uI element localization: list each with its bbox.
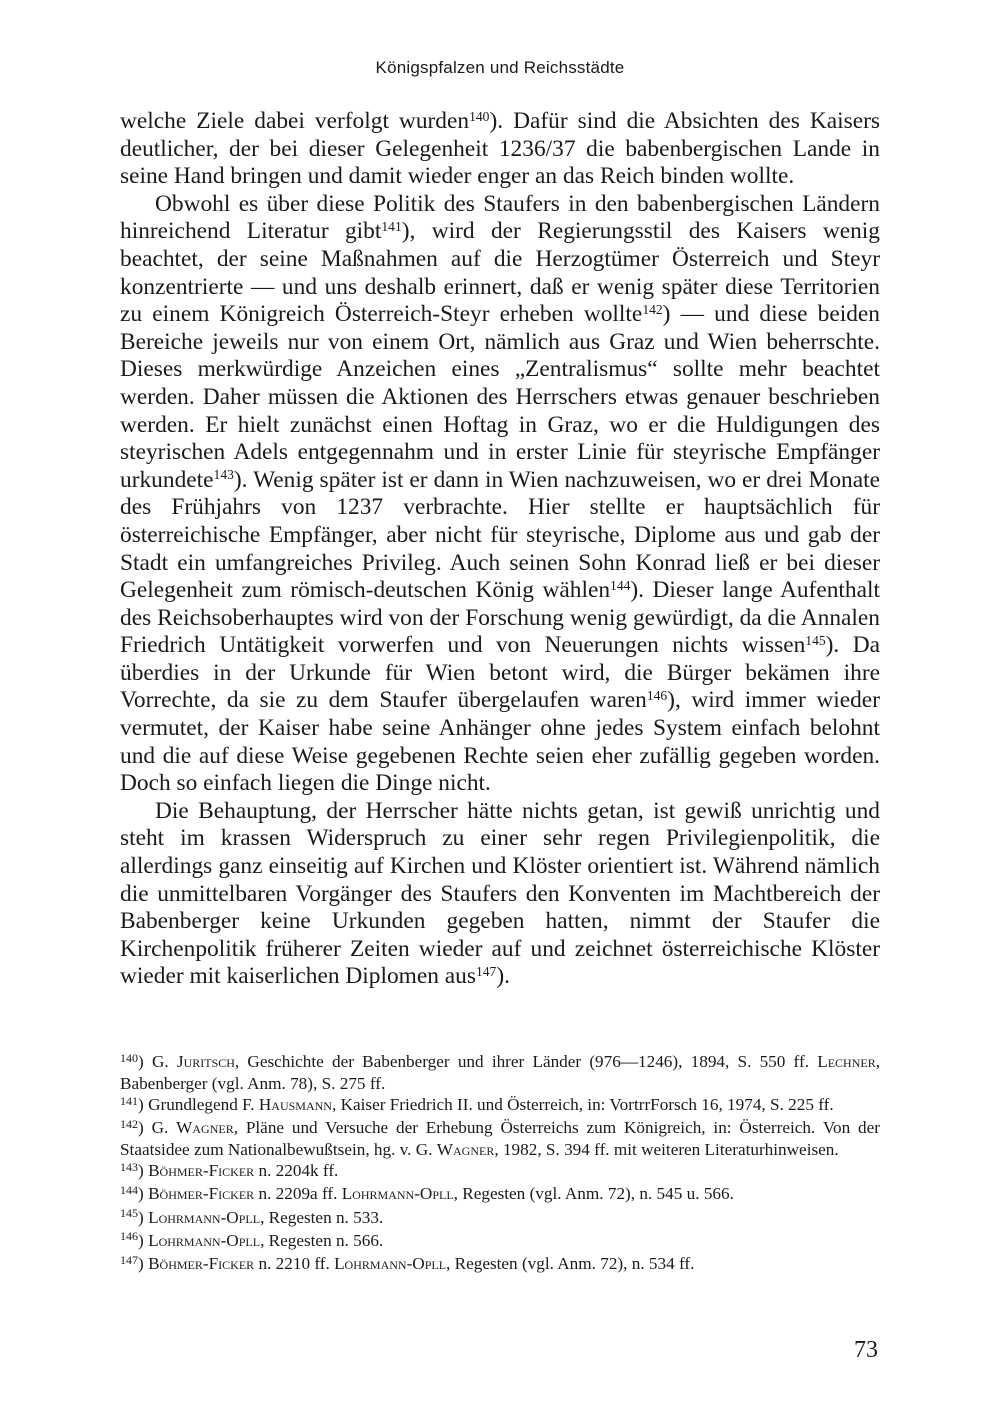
footnote-text: ) G.: [138, 1052, 177, 1071]
page-number: 73: [854, 1337, 878, 1363]
author-name: Lohrmann-Opll: [148, 1230, 261, 1250]
footnote-text: , Babenberger (vgl. Anm. 78), S. 275 ff.: [120, 1052, 880, 1093]
footnote: [120, 1161, 880, 1183]
running-head: Königspfalzen und Reichsstädte: [375, 58, 625, 77]
footnote-text: , Regesten n. 533.: [260, 1207, 384, 1227]
footnote-text: ): [138, 1184, 149, 1204]
paragraph: [120, 108, 880, 191]
footnote: [120, 1118, 880, 1160]
text-run: Die Behauptung, der Herrscher hätte nichts getan, ist gewiß unrichtig und steht im krassen Widerspruch zu einer sehr regen Privilegienpolitik, die allerdings ganz einseitig auf Kirchen und Klöster orientiert ist. Während nämlich die unmittelbaren Vorgänger des Staufers den Konventen im Machtbereich der Babenberger keine Urkunden gegeben hatten, nimmt der Staufer die Kirchenpolitik früherer Zeiten wieder auf und zeichnet österreichische Klöster wieder mit kaiserlichen Diplomen aus: [120, 797, 880, 990]
footnote-text: , Regesten (vgl. Anm. 72), n. 534 ff.: [446, 1253, 695, 1273]
text-run: ). Dieser lange Aufenthalt des Reichsoberhauptes wird von der Forschung wenig gewürdigt, da die Annalen Friedrich Untätigkeit vorwerfen und von Neuerungen nichts wissen: [120, 577, 880, 659]
footnote-text: ) G.: [138, 1118, 177, 1138]
author-name: Böhmer-Ficker: [148, 1184, 255, 1204]
footnote-text: ): [138, 1161, 149, 1181]
footnote-text: ): [138, 1207, 149, 1227]
footnote: [120, 1208, 880, 1230]
footnote-reference: 147: [475, 963, 497, 979]
footnote-reference: 144: [610, 577, 631, 593]
footnote-number: 142: [120, 1116, 139, 1131]
footnote-text: n. 2210 ff.: [254, 1253, 335, 1273]
footnote: [120, 1095, 880, 1117]
footnote: [120, 1052, 880, 1094]
author-name: Wagner: [176, 1118, 234, 1138]
footnote-text: , Kaiser Friedrich II. und Österreich, in: VortrrForsch 16, 1974, S. 225 ff.: [331, 1094, 834, 1114]
footnote-text: , Regesten (vgl. Anm. 72), n. 545 u. 566.: [453, 1184, 734, 1204]
footnote-number: 146: [120, 1229, 139, 1244]
footnote-number: 141: [120, 1093, 139, 1108]
text-run: Obwohl es über diese Politik des Staufers in den babenbergischen Ländern hinreichend Literatur gibt: [120, 190, 880, 245]
footnote-reference: 143: [213, 467, 234, 483]
author-name: Lohrmann-Opll: [334, 1253, 447, 1273]
footnote-text: ): [138, 1230, 149, 1250]
footnote-number: 147: [120, 1252, 139, 1267]
author-name: Lohrmann-Opll: [341, 1184, 454, 1204]
text-run: ). Dafür sind die Absichten des Kaisers deutlicher, der bei dieser Gelegenheit 1236/37 die babenbergischen Lande in seine Hand bringen und damit wieder enger an das Reich binden wollte.: [120, 108, 880, 190]
footnote-text: n. 2204k ff.: [254, 1161, 339, 1181]
footnotes: [120, 1052, 880, 1277]
text-run: ). Da überdies in der Urkunde für Wien betont wird, die Bürger bekämen ihre Vorrechte, da sie zu dem Staufer übergelaufen waren: [120, 632, 880, 714]
footnote-reference: 140: [469, 108, 490, 124]
author-name: Böhmer-Ficker: [148, 1253, 255, 1273]
text-run: ) — und diese beiden Bereiche jeweils nur von einem Ort, nämlich aus Graz und Wien beherrschte. Dieses merkwürdige Anzeichen eines „Zentralismus“ sollte mehr beachtet werden. Daher müssen die Aktionen des Herrschers etwas genauer beschrieben werden. Er hielt zunächst einen Hoftag in Graz, wo er die Huldigungen des steyrischen Adels entgegennahm und in erster Linie für steyrische Empfänger urkundete: [120, 301, 880, 493]
author-name: Hausmann: [258, 1094, 332, 1114]
footnote-reference: 145: [805, 632, 826, 648]
footnote: [120, 1231, 880, 1253]
footnote: [120, 1254, 880, 1276]
text-run: ). Wenig später ist er dann in Wien nachzuweisen, wo er drei Monate des Frühjahrs von 1237 verbrachte. Hier stellte er hauptsächlich für österreichische Empfänger, aber nicht für steyrische, Diplome aus und gab der Stadt ein umfangreiches Privileg. Auch seinen Sohn Konrad ließ er bei dieser Gelegenheit zum römisch-deutschen König wählen: [120, 466, 880, 604]
footnote-number: 145: [120, 1206, 139, 1221]
footnote-text: , Pläne und Versuche der Erhebung Österreichs zum Königreich, in: Österreich. Von der Staatsidee zum Nationalbewußtsein, hg. v. G.: [120, 1118, 880, 1159]
footnote-number: 140: [120, 1050, 139, 1065]
footnote: [120, 1184, 880, 1206]
footnote-text: ): [138, 1253, 149, 1273]
footnote-text: n. 2209a ff.: [254, 1184, 342, 1204]
author-name: Wagner: [436, 1139, 495, 1159]
text-run: ), wird immer wieder vermutet, der Kaiser habe seine Anhänger ohne jedes System einfach belohnt und die auf diese Weise gegebenen Rechte seien eher zufällig gegeben worden. Doch so einfach liegen die Dinge nicht.: [120, 687, 880, 797]
footnote-reference: 142: [642, 301, 663, 317]
footnote-text: , Regesten n. 566.: [260, 1230, 384, 1250]
main-text: [120, 108, 880, 991]
footnote-text: , Geschichte der Babenberger und ihrer Länder (976—1246), 1894, S. 550 ff.: [234, 1052, 818, 1071]
paragraph: [120, 191, 880, 798]
footnote-text: , 1982, S. 394 ff. mit weiteren Literaturhinweisen.: [494, 1139, 839, 1159]
text-run: welche Ziele dabei verfolgt wurden: [120, 108, 470, 134]
text-run: ).: [496, 963, 510, 990]
author-name: Böhmer-Ficker: [148, 1161, 255, 1181]
footnote-reference: 141: [381, 218, 402, 234]
author-name: Lechner: [817, 1052, 876, 1071]
text-run: ), wird der Regierungsstil des Kaisers wenig beachtet, der seine Maßnahmen auf die Herzogtümer Österreich und Steyr konzentrierte — und uns deshalb erinnert, daß er wenig später diese Territorien zu einem Königreich Österreich-Steyr erheben wollte: [120, 218, 880, 328]
footnote-text: ) Grundlegend F.: [138, 1094, 259, 1114]
footnote-number: 144: [120, 1182, 139, 1197]
paragraph: [120, 798, 880, 991]
footnote-number: 143: [120, 1159, 139, 1174]
footnote-reference: 146: [646, 688, 668, 704]
author-name: Lohrmann-Opll: [148, 1207, 261, 1227]
author-name: Juritsch: [176, 1052, 235, 1071]
